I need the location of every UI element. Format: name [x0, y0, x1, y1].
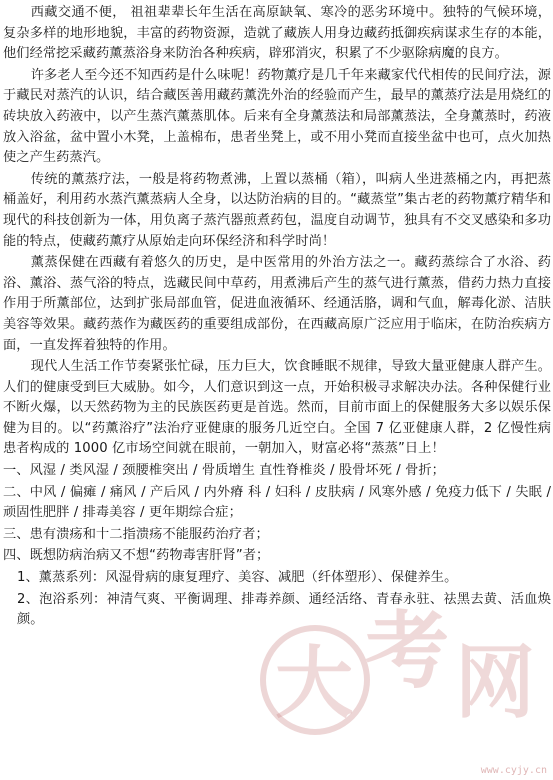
sub-item-1: 1、薰蒸系列：风湿骨病的康复理疗、美容、减肥（纤体塑形）、保健养生。 — [17, 570, 458, 586]
list-item-3: 三、患有溃疡和十二指溃疡不能服药治疗者； — [3, 526, 269, 542]
paragraph-4: 薰蒸保健在西藏有着悠久的历史，是中医常用的外治方法之一。藏药蒸综合了水浴、药浴、薰浴、蒸气浴的特点，选藏民间中草药，用煮沸后产生的蒸气进行薰蒸，借药力热力直接作用于所薰部位，达到扩张局部血管，促进血液循环、经通活胳，调和气血，解毒化淤、洁肤美容等效果。藏药蒸作为藏医药的重要组成部份，在西藏高原广泛应用于临床，在防治疾病方面，一直发挥着独特的作用。 — [3, 255, 551, 353]
list-item-4: 四、既想防病治病又不想“药物毒害肝肾”者； — [3, 548, 270, 564]
watermark-glyph-1: 大 — [275, 638, 354, 729]
paragraph-2: 许多老人至今还不知西药是什么味呢！药物薰疗是几千年来藏家代代相传的民间疗法，源于藏民对蒸汽的认识，结合藏医善用藏药薰洗外治的经验而产生，最早的薰蒸疗法是用烧红的砖块放入药液中，以产生蒸汽薰蒸肌体。后来有全身薰蒸法和局部薰蒸法，全身薰蒸时，药液放入浴盆，盆中置小木凳，上盖棉布，患者坐凳上，或不用小凳而直接坐盆中也可，点火加热使之产生药蒸汽。 — [3, 67, 551, 166]
paragraph-5: 现代人生活工作节奏紧张忙碌，压力巨大，饮食睡眠不规律，导致大量亚健康人群产生。人们的健康受到巨大威胁。如今，人们意识到这一点，开始积极寻求解决办法。各种保健行业不断火爆，以天然药物为主的民族医药更是首选。然而，目前市面上的保健服务大多以娱乐保健为目的。以“药薰浴疗”法治疗亚健康的服务几近空白。全国 7 亿亚健康人群，2 亿慢性病患者构成的 1000 亿市场空间就在眼前，一朝加入，财富必将“蒸蒸”日上！ — [3, 359, 551, 457]
watermark-glyph-2: 考 — [365, 601, 450, 700]
document-body — [3, 3, 551, 632]
sub-item-2: 2、泡浴系列：神清气爽、平衡调理、排毒养颜、通经活络、青春永驻、祛黑去黄、活血焕颜。 — [17, 591, 551, 628]
paragraph-3: 传统的薰蒸疗法，一般是将药物煮沸，上置以蒸桶（箱），叫病人坐进蒸桶之内，再把蒸桶盖好，利用药水蒸汽薰蒸病人全身，以达防治病的目的。“藏蒸堂”集古老的药物薰疗精华和现代的科技创新为一体，用负离子蒸汽器煎煮药包，温度自动调节，独具有不交叉感染和多功能的特点，使藏药薰疗从原始走向环保经济和科学时尚！ — [3, 171, 551, 249]
watermark-url: www.cyjy.cn — [480, 765, 547, 776]
paragraph-1: 西藏交通不便， 祖祖辈辈长年生活在高原缺氧、寒冷的恶劣环境中。独特的气候环境，复杂多样的地形地貌，丰富的药物资源，造就了藏族人用身边藏药抵御疾病谋求生存的本能，他们经常挖采藏药薰蒸浴身来防治各种疾病，辟邪消灾，积累了不少驱除病魔的良方。 — [3, 5, 551, 62]
watermark-ring-icon — [263, 628, 367, 732]
list-item-2: 二、中风 / 偏瘫 / 痛风 / 产后风 / 内外瘠 科 / 妇科 / 皮肤病 / 风寒外感 / 免疫力低下 / 失眠 / 顽固性肥胖 / 排毒美容 / 更年期综合症； — [3, 484, 551, 521]
watermark-glyph-3: 网 — [455, 635, 535, 729]
list-item-1: 一、风湿 / 类风湿 / 颈腰椎突出 / 骨质增生 直性脊椎炎 / 股骨坏死 / 骨折； — [3, 463, 445, 479]
